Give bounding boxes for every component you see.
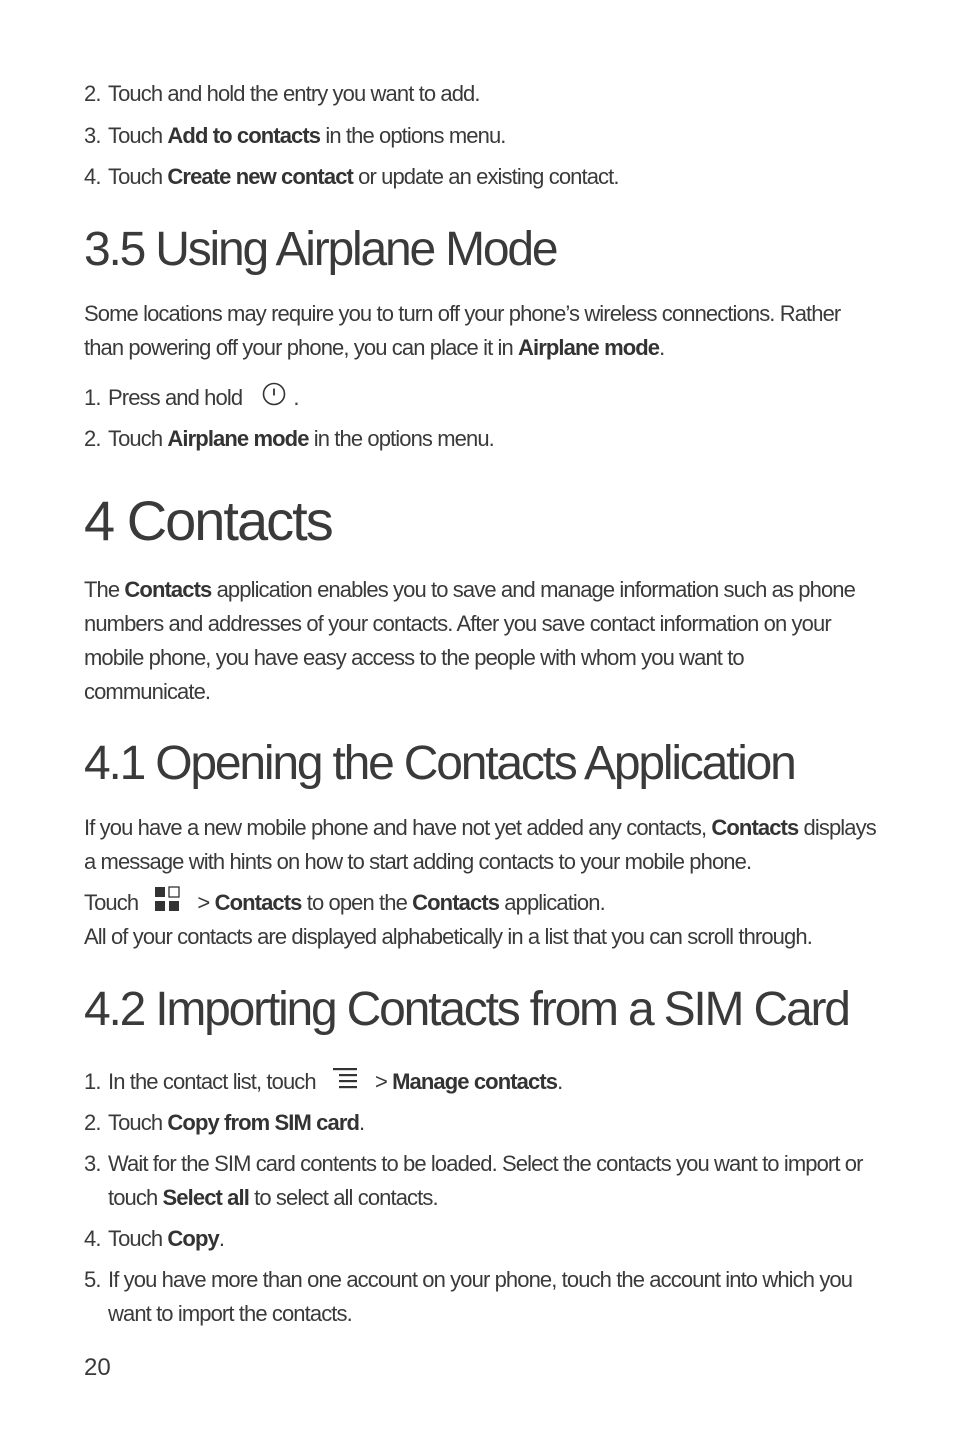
chapter-heading: 4 Contacts: [84, 489, 332, 552]
power-icon: [261, 381, 287, 417]
step-text: Touch and hold the entry you want to add.: [108, 81, 480, 106]
step-number: 2.: [84, 1110, 101, 1135]
step-item: 1. In the contact list, touch > Manage contacts.: [84, 1065, 884, 1100]
step-text: or update an existing contact.: [352, 164, 619, 189]
step-number: 3.: [84, 123, 101, 148]
step-text: Touch: [108, 123, 168, 148]
ui-term: Select all: [162, 1185, 249, 1210]
ui-term: Contacts: [412, 890, 500, 915]
step-item: [84, 77, 884, 111]
section-heading: 3.5 Using Airplane Mode: [84, 223, 557, 276]
chapter-paragraph: The Contacts application enables you to save and manage information such as phone numbers and addresses of your contacts. After you save contact information on your mobile phone, you have easy access to the people with whom you want to communicate.: [84, 577, 855, 704]
ui-term: Contacts: [711, 815, 799, 840]
step-number: 3.: [84, 1151, 101, 1176]
step-item: [84, 381, 884, 417]
ui-term: Copy: [167, 1226, 219, 1251]
step-number: 4.: [84, 1226, 101, 1251]
instruction-line: Touch > Contacts to open the Contacts application.: [84, 886, 884, 922]
ui-term: Contacts: [214, 890, 302, 915]
step-item: 4. Touch Copy.: [84, 1222, 884, 1256]
ui-term: Airplane mode: [167, 426, 309, 451]
ui-term: Contacts: [124, 577, 212, 602]
step-text: Touch: [108, 164, 168, 189]
step-number: 2.: [84, 81, 101, 106]
section-heading: 4.2 Importing Contacts from a SIM Card: [84, 983, 849, 1036]
step-text: .: [293, 385, 299, 410]
menu-icon: [332, 1066, 358, 1100]
step-item: [84, 160, 884, 194]
ui-term: Manage contacts: [392, 1069, 558, 1094]
section-paragraph: Some locations may require you to turn off your phone’s wireless connections. Rather than powering off your phone, you can place it in Airplane mode.: [84, 301, 841, 360]
instruction-line: All of your contacts are displayed alphabetically in a list that you can scroll through.: [84, 924, 812, 949]
section-paragraph: If you have a new mobile phone and have not yet added any contacts, Contacts displays a message with hints on how to start adding contacts to your mobile phone.: [84, 815, 876, 874]
step-item: 3. Wait for the SIM card contents to be loaded. Select the contacts you want to import or touch Select all to select all contacts.: [84, 1147, 879, 1215]
step-number: 1.: [84, 385, 101, 410]
section-heading: 4.1 Opening the Contacts Application: [84, 737, 795, 790]
step-text: If you have more than one account on your phone, touch the account into which you want to import the contacts.: [108, 1267, 853, 1326]
ui-term: Add to contacts: [167, 123, 321, 148]
step-number: 4.: [84, 164, 101, 189]
ui-term: Airplane mode: [518, 335, 660, 360]
ui-term: Copy from SIM card: [167, 1110, 360, 1135]
step-text: Press and hold: [108, 385, 243, 410]
page-number: 20: [84, 1354, 111, 1381]
step-text: in the options menu.: [320, 123, 506, 148]
step-item: 2. Touch Copy from SIM card.: [84, 1106, 884, 1140]
step-item: 2. Touch Airplane mode in the options menu.: [84, 422, 884, 456]
step-item: [84, 119, 884, 153]
ui-term: Create new contact: [167, 164, 353, 189]
step-number: 2.: [84, 426, 101, 451]
app-launcher-icon: [154, 886, 180, 922]
step-number: 1.: [84, 1069, 101, 1094]
step-item: [84, 1263, 864, 1331]
step-number: 5.: [84, 1267, 101, 1292]
